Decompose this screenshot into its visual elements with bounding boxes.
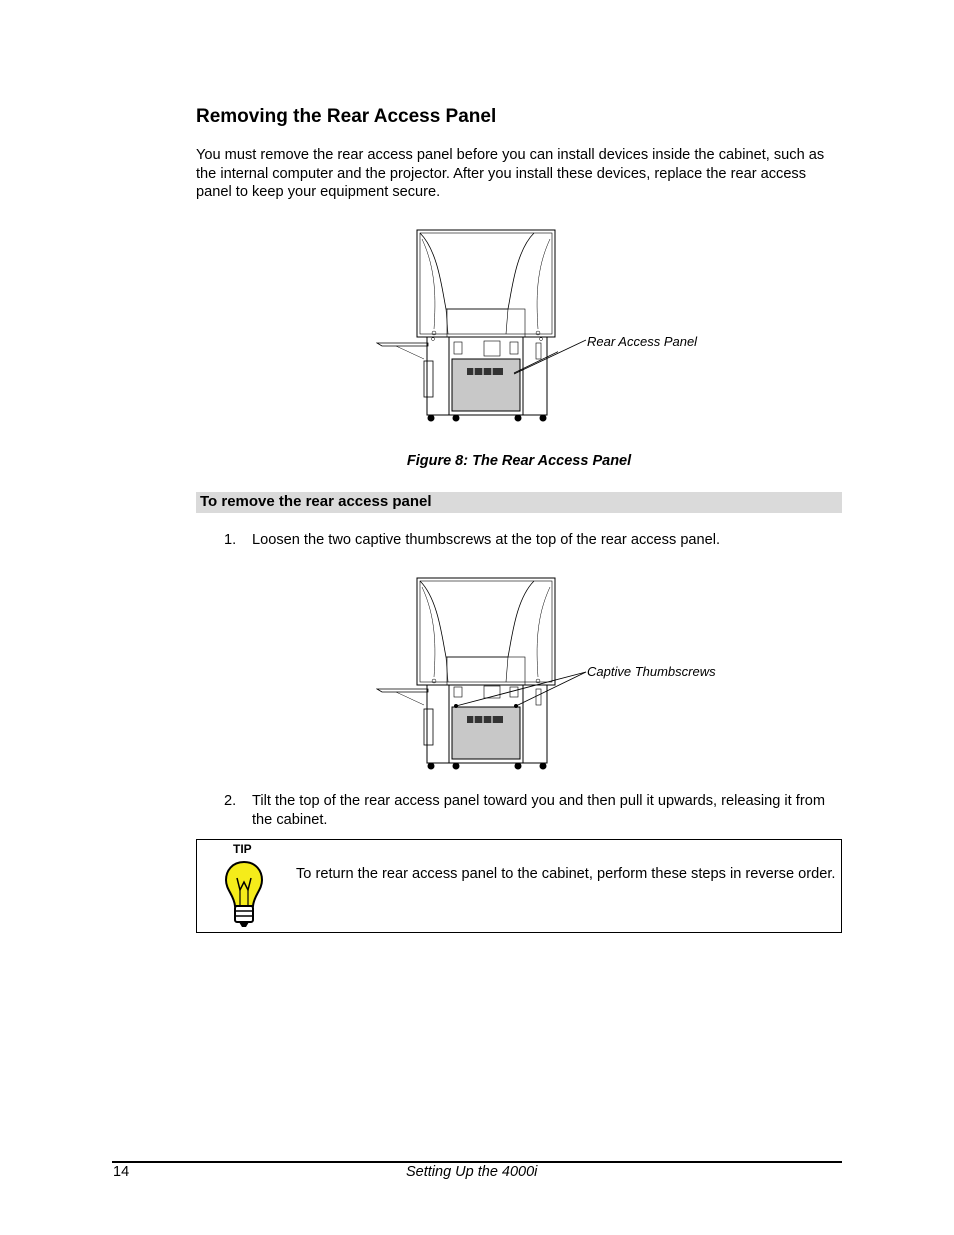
lightbulb-icon [224,860,264,930]
step-number: 2. [224,793,237,809]
page-number: 14 [113,1164,130,1180]
figure-caption: Figure 8: The Rear Access Panel [406,453,632,469]
rear-access-panel-figure [376,229,558,423]
rear-access-panel-callout: Rear Access Panel [587,334,698,349]
callout-leader-line [512,338,588,376]
procedure-heading: To remove the rear access panel [200,493,432,510]
footer-title: Setting Up the 4000i [406,1164,538,1180]
procedure-heading-bar [196,492,842,513]
step-text: Loosen the two captive thumbscrews at the top of the rear access panel. [252,532,721,548]
tip-box [196,839,842,933]
section-title: Removing the Rear Access Panel [196,106,497,127]
footer-rule [112,1161,842,1163]
captive-thumbscrews-callout: Captive Thumbscrews [587,664,716,679]
step-text: Tilt the top of the rear access panel toward you and then pull it upwards, releasing it from the cabinet. [252,793,825,828]
tip-label: TIP [233,842,252,856]
step-number: 1. [224,532,237,548]
intro-paragraph: You must remove the rear access panel before you can install devices inside the cabinet, such as the internal computer and the projector. After you install these devices, replace the rear access panel to keep your equipment secure. [196,147,825,201]
tip-text: To return the rear access panel to the cabinet, perform these steps in reverse order. [296,866,836,882]
thumbscrew-leader-lines [452,668,588,710]
